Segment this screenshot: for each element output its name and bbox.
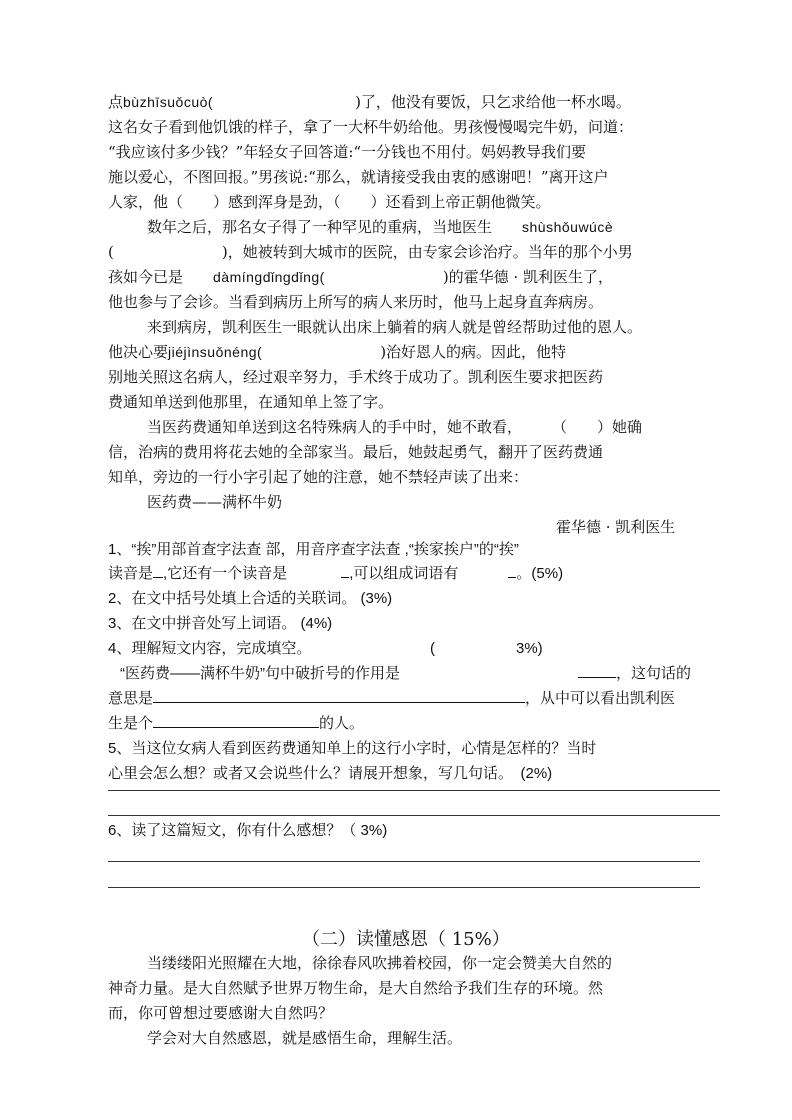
text: 读音是 — [108, 565, 154, 582]
text: , — [349, 565, 354, 582]
section-2-line-3: 而，你可曾想过要感谢大自然吗？ — [108, 1004, 334, 1022]
text: “医药费——满杯牛奶”句中破折号的作用是 — [120, 665, 400, 682]
pinyin-prompt: shùshǒuwúcè — [522, 219, 614, 235]
question-4-sentence-2 — [108, 689, 675, 709]
answer-blank[interactable] — [153, 702, 525, 703]
question-4-sentence-1 — [120, 664, 400, 684]
answer-line[interactable] — [108, 861, 700, 862]
answer-blank[interactable] — [153, 577, 163, 578]
text: 意思是 — [108, 690, 154, 707]
text: 它还有一个读音是 — [167, 565, 288, 582]
text: )，她被转到大城市的医院，由专家会诊治疗。当年的那个小男 — [221, 243, 633, 261]
question-4-score: 3%) — [516, 640, 543, 657]
pinyin-prompt: bùzhīsuǒcuò( — [123, 94, 214, 110]
passage-line-11 — [108, 342, 566, 362]
answer-line[interactable] — [108, 790, 720, 791]
pinyin-prompt: dàmíngdǐngdǐng( — [213, 269, 325, 285]
answer-blank[interactable] — [578, 677, 616, 678]
answer-line[interactable] — [108, 815, 720, 816]
passage-signature: 霍华德 · 凯利医生 — [556, 518, 676, 536]
question-3: 3、在文中拼音处写上词语。 (4%) — [108, 615, 333, 632]
pinyin-prompt: jiéjìnsuǒnéng( — [168, 344, 263, 360]
section-2-line-1: 当缕缕阳光照耀在大地，徐徐春风吹拂着校园，你一定会赞美大自然的 — [147, 954, 613, 972]
passage-line-7 — [108, 242, 633, 262]
text: 可以组成词语有 — [353, 565, 459, 582]
passage-note: 医药费——满杯牛奶 — [147, 493, 283, 511]
passage-line-2: 这名女子看到他饥饿的样子，拿了一大杯牛奶给他。男孩慢慢喝完牛奶，问道： — [108, 118, 634, 136]
question-4-blank-1-area — [578, 664, 691, 684]
answer-line[interactable] — [108, 887, 700, 888]
passage-line-5: 人家，他（ ）感到浑身是劲，（ ）还看到上帝正朝他微笑。 — [108, 193, 551, 211]
question-2: 2、在文中括号处填上合适的关联词。 (3%) — [108, 590, 393, 607]
text: 数年之后，那名女子得了一种罕见的重病，当地医生 — [147, 218, 493, 236]
passage-line-10: 来到病房，凯利医生一眼就认出床上躺着的病人就是曾经帮助过他的恩人。 — [147, 318, 643, 336]
question-4-paren: ( — [430, 640, 435, 657]
passage-line-1 — [108, 92, 631, 112]
section-2-line-2: 神奇力量。是大自然赋予世界万物生命，是大自然给予我们生存的环境。然 — [108, 979, 604, 997]
text: ( — [108, 243, 114, 261]
answer-blank[interactable] — [153, 727, 319, 728]
text: ，从中可以看出凯利医 — [525, 690, 676, 707]
text: ，这句话的 — [616, 665, 692, 682]
passage-line-4: 施以爱心，不图回报。”男孩说:“那么，就请接受我由衷的感谢吧！”离开这户 — [108, 168, 609, 186]
text: 点 — [108, 93, 124, 111]
section-2-title: （二）读懂感恩（ 15%） — [302, 929, 510, 950]
passage-line-14: 当医药费通知单送到这名特殊病人的手中时，她不敢看， （ ）她确 — [147, 418, 643, 436]
answer-blank[interactable] — [341, 577, 349, 578]
text: )了，他没有要饭，只乞求给他一杯水喝。 — [355, 93, 631, 111]
passage-line-15: 信，治病的费用将花去她的全部家当。最后，她鼓起勇气，翻开了医药费通 — [108, 443, 604, 461]
text: 。(5%) — [516, 565, 564, 582]
passage-line-13: 费通知单送到他那里，在通知单上签了字。 — [108, 393, 394, 411]
question-1-line-2 — [108, 564, 563, 584]
question-5-line-2: 心里会怎么想？或者又会说些什么？请展开想象，写几句话。 (2%) — [108, 765, 553, 782]
text: 生是个 — [108, 715, 154, 732]
passage-line-6 — [147, 217, 613, 237]
passage-line-8 — [108, 267, 613, 287]
text: 他决心要 — [108, 343, 169, 361]
text: 孩如今已是 — [108, 268, 184, 286]
question-5-line-1: 5、当这位女病人看到医药费通知单上的这行小字时，心情是怎样的？当时 — [108, 740, 597, 757]
text: )的霍华德 · 凯利医生了， — [442, 268, 613, 286]
text: , — [163, 565, 168, 582]
question-6: 6、读了这篇短文，你有什么感想？（ 3%) — [108, 822, 388, 839]
section-2-line-4: 学会对大自然感恩，就是感悟生命，理解生活。 — [147, 1029, 463, 1047]
question-4-sentence-3 — [108, 714, 364, 734]
question-4: 4、理解短文内容，完成填空。 — [108, 640, 312, 657]
passage-line-3: “我应该付多少钱？”年轻女子回答道:“一分钱也不用付。妈妈教导我们要 — [108, 143, 587, 161]
text: 的人。 — [319, 715, 365, 732]
question-1-line-1: 1、“挨”用部首查字法查 部，用音序查字法查 ,“挨家挨户”的“挨” — [108, 541, 519, 558]
passage-line-16: 知单，旁边的一行小字引起了她的注意，她不禁轻声读了出来： — [108, 468, 529, 486]
passage-line-12: 别地关照这名病人，经过艰辛努力，手术终于成功了。凯利医生要求把医药 — [108, 368, 604, 386]
text: )治好恩人的病。因此，他特 — [380, 343, 567, 361]
passage-line-9: 他也参与了会诊。当看到病历上所写的病人来历时，他马上起身直奔病房。 — [108, 293, 604, 311]
